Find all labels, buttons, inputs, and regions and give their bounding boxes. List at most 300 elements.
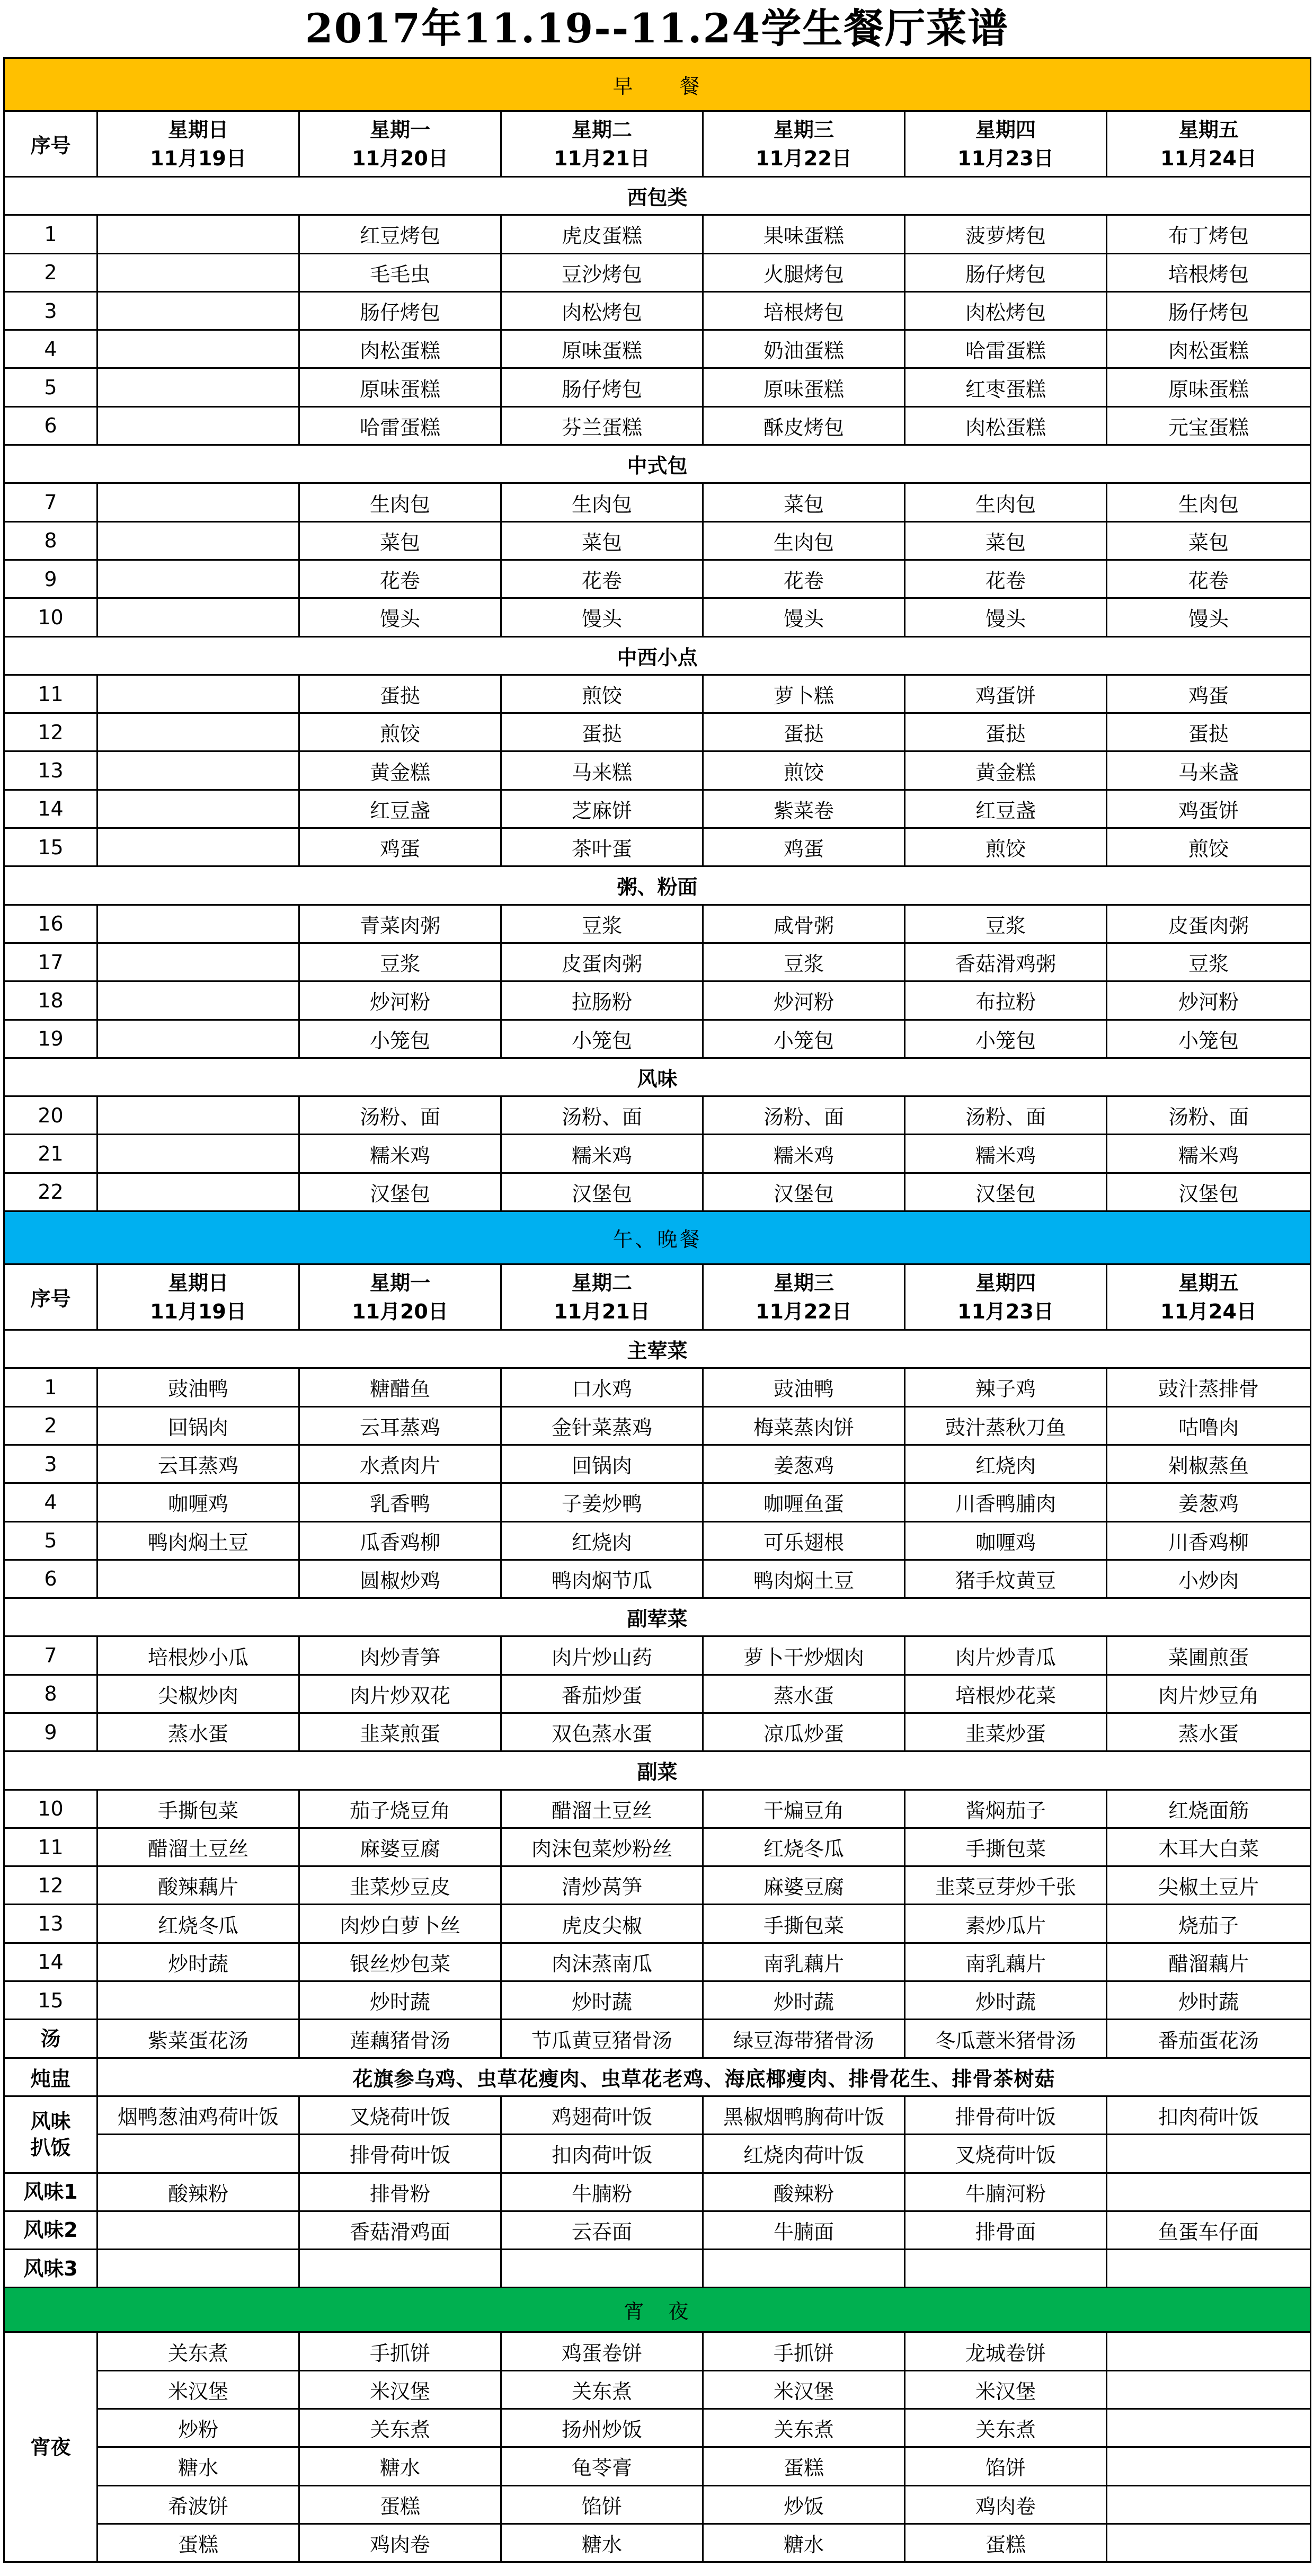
dish-cell: 剁椒蒸鱼: [1107, 1445, 1311, 1483]
dish-cell: 咖喱鱼蛋: [703, 1483, 905, 1521]
dish-cell: 元宝蛋糕: [1107, 406, 1311, 445]
dish-cell: 原味蛋糕: [501, 330, 703, 368]
dish-cell: 菜包: [299, 521, 501, 560]
menu-row: [4, 713, 1311, 751]
dish-cell: 梅菜蒸肉饼: [703, 1406, 905, 1445]
dish-cell: 汉堡包: [905, 1173, 1107, 1211]
dish-cell: 炒时蔬: [703, 1981, 905, 2020]
dish-cell: 茄子烧豆角: [299, 1790, 501, 1828]
dish-cell: [97, 521, 299, 560]
dish-cell: 紫菜卷: [703, 790, 905, 828]
dish-cell: 排骨荷叶饭: [905, 2096, 1107, 2134]
dish-cell: 小笼包: [1107, 1020, 1311, 1058]
dish-cell: [97, 406, 299, 445]
dish-cell: 南乳藕片: [905, 1943, 1107, 1981]
dish-cell: 豉油鸭: [703, 1368, 905, 1406]
dish-cell: [97, 1560, 299, 1598]
dish-cell: 手撕包菜: [905, 1828, 1107, 1866]
soup-cell: 冬瓜薏米猪骨汤: [905, 2020, 1107, 2058]
date-label: 11月22日: [756, 1299, 852, 1323]
seq-number: 11: [4, 675, 97, 713]
dish-cell: 米汉堡: [703, 2370, 905, 2409]
menu-row: [4, 790, 1311, 828]
flavor-row: [4, 2250, 1311, 2288]
seq-number: 8: [4, 1675, 97, 1713]
menu-row: [4, 1866, 1311, 1905]
dish-cell: 蛋挞: [905, 713, 1107, 751]
menu-row: [4, 368, 1311, 406]
dish-cell: 糯米鸡: [703, 1135, 905, 1173]
dish-cell: [1107, 2524, 1311, 2562]
seq-number: 4: [4, 1483, 97, 1521]
dish-cell: 云耳蒸鸡: [97, 1445, 299, 1483]
dish-cell: 米汉堡: [97, 2370, 299, 2409]
seq-number: 21: [4, 1135, 97, 1173]
dish-cell: 排骨粉: [299, 2173, 501, 2211]
dish-cell: 手抓饼: [703, 2332, 905, 2370]
menu-row: [4, 330, 1311, 368]
dish-cell: 肉片炒豆角: [1107, 1675, 1311, 1713]
dish-cell: 手撕包菜: [703, 1905, 905, 1943]
dish-cell: 馅饼: [905, 2447, 1107, 2485]
seq-number: 5: [4, 368, 97, 406]
dish-cell: 萝卜糕: [703, 675, 905, 713]
dish-cell: 豉油鸭: [97, 1368, 299, 1406]
dish-cell: 馒头: [1107, 598, 1311, 636]
dish-cell: 红豆烤包: [299, 215, 501, 253]
dish-cell: 素炒瓜片: [905, 1905, 1107, 1943]
dish-cell: [97, 560, 299, 598]
dish-cell: 炒河粉: [1107, 981, 1311, 1020]
dish-cell: 芝麻饼: [501, 790, 703, 828]
flavor-label: 风味2: [4, 2211, 97, 2249]
date-label: 11月22日: [756, 146, 852, 170]
dish-cell: 哈雷蛋糕: [299, 406, 501, 445]
seq-number: 14: [4, 1943, 97, 1981]
seq-number: 8: [4, 521, 97, 560]
seq-number: 2: [4, 253, 97, 291]
flavor-label: 风味3: [4, 2250, 97, 2288]
menu-row: [4, 598, 1311, 636]
dish-cell: 红枣蛋糕: [905, 368, 1107, 406]
menu-row: [4, 828, 1311, 866]
dish-cell: 扣肉荷叶饭: [501, 2135, 703, 2173]
date-label: 11月21日: [554, 1299, 650, 1323]
seq-number: 9: [4, 1713, 97, 1751]
stew-items: 花旗参乌鸡、虫草花瘦肉、虫草花老鸡、海底椰瘦肉、排骨花生、排骨茶树菇: [97, 2058, 1311, 2096]
dish-cell: 关东煮: [97, 2332, 299, 2370]
dish-cell: 咖喱鸡: [905, 1521, 1107, 1560]
day-header-row: [4, 1264, 1311, 1330]
seq-number: 10: [4, 1790, 97, 1828]
dish-cell: 哈雷蛋糕: [905, 330, 1107, 368]
dish-cell: [1107, 2370, 1311, 2409]
dish-cell: 肉炒青笋: [299, 1636, 501, 1675]
dish-cell: 蛋糕: [703, 2447, 905, 2485]
dish-cell: 糖水: [501, 2524, 703, 2562]
dish-cell: 拉肠粉: [501, 981, 703, 1020]
date-label: 11月20日: [352, 146, 448, 170]
dish-cell: 鸡肉卷: [299, 2524, 501, 2562]
day-header: [299, 1264, 501, 1330]
dish-cell: 糖水: [97, 2447, 299, 2485]
menu-row: [4, 1445, 1311, 1483]
day-header: [1107, 111, 1311, 177]
dish-cell: [1107, 2332, 1311, 2370]
dish-cell: 鸡蛋: [703, 828, 905, 866]
menu-row: [4, 1636, 1311, 1675]
date-label: 11月19日: [150, 146, 246, 170]
dish-cell: 肉松蛋糕: [299, 330, 501, 368]
section-band-row: [4, 2288, 1311, 2332]
dish-cell: [1107, 2409, 1311, 2447]
night-row: [4, 2370, 1311, 2409]
dish-cell: [1107, 2135, 1311, 2173]
seq-number: 10: [4, 598, 97, 636]
dish-cell: 叉烧荷叶饭: [905, 2135, 1107, 2173]
dish-cell: 乳香鸭: [299, 1483, 501, 1521]
dish-cell: 龙城卷饼: [905, 2332, 1107, 2370]
day-header: [501, 1264, 703, 1330]
dish-cell: 希波饼: [97, 2485, 299, 2524]
night-row: [4, 2332, 1311, 2370]
dish-cell: 韭菜炒蛋: [905, 1713, 1107, 1751]
menu-row: [4, 1368, 1311, 1406]
dish-cell: 木耳大白菜: [1107, 1828, 1311, 1866]
dish-cell: 培根炒小瓜: [97, 1636, 299, 1675]
menu-row: [4, 1560, 1311, 1598]
dish-cell: [97, 1020, 299, 1058]
dish-cell: 红豆盏: [299, 790, 501, 828]
dish-cell: [97, 751, 299, 790]
dish-cell: 生肉包: [703, 521, 905, 560]
flavor-rice-row: [4, 2096, 1311, 2134]
dish-cell: 花卷: [703, 560, 905, 598]
dish-cell: 可乐翅根: [703, 1521, 905, 1560]
dish-cell: 小笼包: [703, 1020, 905, 1058]
seq-number: 20: [4, 1096, 97, 1135]
dish-cell: 排骨面: [905, 2211, 1107, 2249]
dish-cell: 关东煮: [299, 2409, 501, 2447]
dish-cell: 果味蛋糕: [703, 215, 905, 253]
dish-cell: [97, 330, 299, 368]
menu-row: [4, 1790, 1311, 1828]
day-header: [1107, 1264, 1311, 1330]
dish-cell: 生肉包: [299, 483, 501, 521]
dish-cell: [97, 253, 299, 291]
dish-cell: 炒时蔬: [501, 1981, 703, 2020]
page-title: 2017年11.19--11.24学生餐厅菜谱: [305, 5, 1009, 52]
dish-cell: 奶油蛋糕: [703, 330, 905, 368]
date-label: 11月21日: [554, 146, 650, 170]
seq-number: 9: [4, 560, 97, 598]
dish-cell: 糯米鸡: [501, 1135, 703, 1173]
dish-cell: 红豆盏: [905, 790, 1107, 828]
menu-row: [4, 943, 1311, 981]
seq-number: 15: [4, 828, 97, 866]
dish-cell: 炒时蔬: [905, 1981, 1107, 2020]
seq-number: 5: [4, 1521, 97, 1560]
dish-cell: [97, 828, 299, 866]
dish-cell: 豉汁蒸秋刀鱼: [905, 1406, 1107, 1445]
category-label: 副菜: [4, 1751, 1311, 1790]
dish-cell: 培根炒花菜: [905, 1675, 1107, 1713]
dish-cell: [97, 2135, 299, 2173]
dish-cell: 炒饭: [703, 2485, 905, 2524]
dish-cell: 糖水: [299, 2447, 501, 2485]
dish-cell: 烟鸭葱油鸡荷叶饭: [97, 2096, 299, 2134]
date-label: 11月24日: [1160, 1299, 1257, 1323]
dish-cell: 酸辣粉: [97, 2173, 299, 2211]
category-row: [4, 445, 1311, 483]
dish-cell: 肠仔烤包: [299, 291, 501, 330]
dish-cell: 炒粉: [97, 2409, 299, 2447]
dish-cell: 姜葱鸡: [703, 1445, 905, 1483]
dish-cell: 牛腩面: [703, 2211, 905, 2249]
dish-cell: 汤粉、面: [299, 1096, 501, 1135]
dish-cell: 红烧肉: [905, 1445, 1107, 1483]
stew-label: 炖盅: [4, 2058, 97, 2096]
menu-row: [4, 483, 1311, 521]
dish-cell: 菜包: [501, 521, 703, 560]
night-row: [4, 2485, 1311, 2524]
dish-cell: 汉堡包: [703, 1173, 905, 1211]
day-header-row: [4, 111, 1311, 177]
weekday-label: 星期四: [975, 118, 1036, 141]
menu-row: [4, 1521, 1311, 1560]
menu-row: [4, 1981, 1311, 2020]
dish-cell: [97, 981, 299, 1020]
label-line: 扒饭: [30, 2136, 71, 2159]
dish-cell: 皮蛋肉粥: [1107, 905, 1311, 943]
dish-cell: 毛毛虫: [299, 253, 501, 291]
dish-cell: 小笼包: [501, 1020, 703, 1058]
soup-cell: 紫菜蛋花汤: [97, 2020, 299, 2058]
dish-cell: 汉堡包: [299, 1173, 501, 1211]
dish-cell: 红烧面筋: [1107, 1790, 1311, 1828]
dish-cell: 肉片炒双花: [299, 1675, 501, 1713]
menu-row: [4, 1096, 1311, 1135]
dish-cell: 扣肉荷叶饭: [1107, 2096, 1311, 2134]
soup-cell: 节瓜黄豆猪骨汤: [501, 2020, 703, 2058]
dish-cell: 黑椒烟鸭胸荷叶饭: [703, 2096, 905, 2134]
dish-cell: 蛋挞: [299, 675, 501, 713]
dish-cell: 蒸水蛋: [1107, 1713, 1311, 1751]
dish-cell: 馅饼: [501, 2485, 703, 2524]
dish-cell: 姜葱鸡: [1107, 1483, 1311, 1521]
dish-cell: [97, 1173, 299, 1211]
dish-cell: 云吞面: [501, 2211, 703, 2249]
dish-cell: 蛋糕: [97, 2524, 299, 2562]
dish-cell: 龟苓膏: [501, 2447, 703, 2485]
soup-row: [4, 2020, 1311, 2058]
dish-cell: 糯米鸡: [905, 1135, 1107, 1173]
weekday-label: 星期二: [571, 1271, 632, 1295]
seq-number: 14: [4, 790, 97, 828]
dish-cell: 韭菜煎蛋: [299, 1713, 501, 1751]
dish-cell: 扬州炒饭: [501, 2409, 703, 2447]
dish-cell: 煎饺: [1107, 828, 1311, 866]
label-line: 风味: [30, 2109, 71, 2133]
category-row: [4, 177, 1311, 215]
soup-cell: 莲藕猪骨汤: [299, 2020, 501, 2058]
dish-cell: [97, 790, 299, 828]
seq-number: 11: [4, 1828, 97, 1866]
dish-cell: 肉片炒青瓜: [905, 1636, 1107, 1675]
dish-cell: 虎皮蛋糕: [501, 215, 703, 253]
date-label: 11月24日: [1160, 146, 1257, 170]
dish-cell: [97, 1135, 299, 1173]
dish-cell: 菠萝烤包: [905, 215, 1107, 253]
dish-cell: 馒头: [905, 598, 1107, 636]
dish-cell: 干煸豆角: [703, 1790, 905, 1828]
breakfast-band: 早 餐: [4, 58, 1311, 111]
seq-number: 1: [4, 215, 97, 253]
seq-number: 3: [4, 1445, 97, 1483]
weekday-label: 星期日: [167, 118, 228, 141]
dish-cell: 米汉堡: [299, 2370, 501, 2409]
seq-number: 16: [4, 905, 97, 943]
dish-cell: 花卷: [299, 560, 501, 598]
dish-cell: 糖水: [703, 2524, 905, 2562]
dish-cell: 糯米鸡: [299, 1135, 501, 1173]
flavor-rice-label: [4, 2096, 97, 2173]
dish-cell: 蒸水蛋: [703, 1675, 905, 1713]
dish-cell: 关东煮: [501, 2370, 703, 2409]
dish-cell: 川香鸭脯肉: [905, 1483, 1107, 1521]
dish-cell: 马来糕: [501, 751, 703, 790]
dish-cell: 茶叶蛋: [501, 828, 703, 866]
weekday-label: 星期五: [1178, 1271, 1239, 1295]
dish-cell: 萝卜干炒烟肉: [703, 1636, 905, 1675]
dish-cell: 酥皮烤包: [703, 406, 905, 445]
category-label: 西包类: [4, 177, 1311, 215]
dish-cell: 醋溜土豆丝: [501, 1790, 703, 1828]
dish-cell: 手撕包菜: [97, 1790, 299, 1828]
dish-cell: 醋溜藕片: [1107, 1943, 1311, 1981]
dish-cell: 豆浆: [299, 943, 501, 981]
dish-cell: 蛋挞: [501, 713, 703, 751]
dish-cell: [97, 291, 299, 330]
menu-row: [4, 1406, 1311, 1445]
dish-cell: 回锅肉: [501, 1445, 703, 1483]
dish-cell: 肉沫蒸南瓜: [501, 1943, 703, 1981]
dish-cell: 炒时蔬: [1107, 1981, 1311, 2020]
category-label: 主荤菜: [4, 1330, 1311, 1368]
dish-cell: 汉堡包: [1107, 1173, 1311, 1211]
dish-cell: [97, 905, 299, 943]
dish-cell: 布拉粉: [905, 981, 1107, 1020]
dish-cell: 南乳藕片: [703, 1943, 905, 1981]
stew-row: [4, 2058, 1311, 2096]
dish-cell: 咕噜肉: [1107, 1406, 1311, 1445]
dish-cell: 小炒肉: [1107, 1560, 1311, 1598]
dish-cell: 尖椒炒肉: [97, 1675, 299, 1713]
seq-number: 17: [4, 943, 97, 981]
dish-cell: 口水鸡: [501, 1368, 703, 1406]
date-label: 11月23日: [957, 1299, 1054, 1323]
dish-cell: 子姜炒鸭: [501, 1483, 703, 1521]
flavor-label: 风味1: [4, 2173, 97, 2211]
seq-number: 7: [4, 1636, 97, 1675]
dish-cell: 花卷: [501, 560, 703, 598]
dish-cell: 汉堡包: [501, 1173, 703, 1211]
dish-cell: 金针菜蒸鸡: [501, 1406, 703, 1445]
day-header: [97, 111, 299, 177]
section-band-row: [4, 58, 1311, 111]
flavor-row: [4, 2173, 1311, 2211]
dish-cell: [501, 2250, 703, 2288]
dish-cell: [1107, 2250, 1311, 2288]
dish-cell: 花卷: [1107, 560, 1311, 598]
soup-label: 汤: [4, 2020, 97, 2058]
weekday-label: 星期四: [975, 1271, 1036, 1295]
section-band-row: [4, 1211, 1311, 1264]
dish-cell: 馒头: [299, 598, 501, 636]
dish-cell: [97, 1981, 299, 2020]
dish-cell: [1107, 2485, 1311, 2524]
dish-cell: 芬兰蛋糕: [501, 406, 703, 445]
dish-cell: 培根烤包: [1107, 253, 1311, 291]
dish-cell: 菜包: [1107, 521, 1311, 560]
dish-cell: 煎饺: [299, 713, 501, 751]
dish-cell: 炒时蔬: [299, 1981, 501, 2020]
category-label: 粥、粉面: [4, 866, 1311, 905]
night-band: 宵 夜: [4, 2288, 1311, 2332]
dish-cell: 馒头: [501, 598, 703, 636]
dish-cell: 虎皮尖椒: [501, 1905, 703, 1943]
day-header: [905, 111, 1107, 177]
dish-cell: 肉沫包菜炒粉丝: [501, 1828, 703, 1866]
dish-cell: 韭菜炒豆皮: [299, 1866, 501, 1905]
date-label: 11月23日: [957, 146, 1054, 170]
dish-cell: 关东煮: [905, 2409, 1107, 2447]
dish-cell: 汤粉、面: [501, 1096, 703, 1135]
dish-cell: 鸡蛋: [1107, 675, 1311, 713]
dish-cell: 肉松烤包: [905, 291, 1107, 330]
dish-cell: 肉松蛋糕: [1107, 330, 1311, 368]
dish-cell: 蛋挞: [703, 713, 905, 751]
menu-row: [4, 751, 1311, 790]
seq-number: 15: [4, 1981, 97, 2020]
dish-cell: [97, 483, 299, 521]
dish-cell: 豆浆: [1107, 943, 1311, 981]
night-row: [4, 2524, 1311, 2562]
dish-cell: 生肉包: [1107, 483, 1311, 521]
dish-cell: 布丁烤包: [1107, 215, 1311, 253]
dish-cell: 火腿烤包: [703, 253, 905, 291]
weekday-label: 星期一: [369, 118, 430, 141]
dish-cell: 鸡翅荷叶饭: [501, 2096, 703, 2134]
dish-cell: 韭菜豆芽炒千张: [905, 1866, 1107, 1905]
dish-cell: 馒头: [703, 598, 905, 636]
dish-cell: 排骨荷叶饭: [299, 2135, 501, 2173]
category-label: 副荤菜: [4, 1598, 1311, 1636]
date-label: 11月19日: [150, 1299, 246, 1323]
seq-number: 19: [4, 1020, 97, 1058]
dish-cell: 原味蛋糕: [703, 368, 905, 406]
dish-cell: 烧茄子: [1107, 1905, 1311, 1943]
dish-cell: 黄金糕: [905, 751, 1107, 790]
menu-row: [4, 215, 1311, 253]
menu-row: [4, 1943, 1311, 1981]
dish-cell: 鸡蛋饼: [1107, 790, 1311, 828]
category-label: 中西小点: [4, 636, 1311, 675]
dish-cell: 辣子鸡: [905, 1368, 1107, 1406]
dish-cell: 豆浆: [703, 943, 905, 981]
dish-cell: 汤粉、面: [703, 1096, 905, 1135]
dish-cell: 炒河粉: [299, 981, 501, 1020]
